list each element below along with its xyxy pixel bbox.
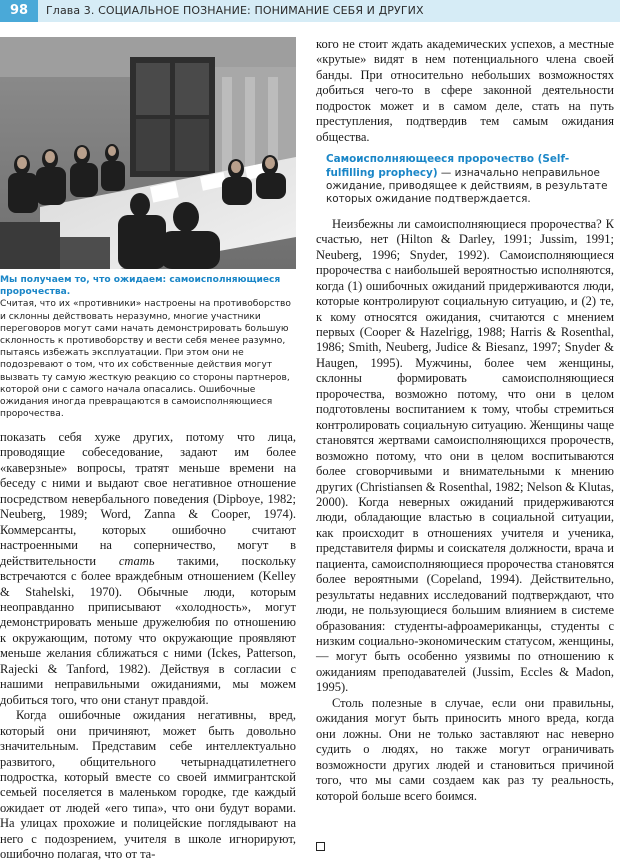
body-text: такими, поскольку встречаются с более враждебным отношением (Kelley & Stahelski, 1970). Обычные люди, которым неоправданно приписывают «холодность», могут демонстрировать меньше дружелюбия по отношению к окружающим, потому что окружающие проявляют меньше желания сближаться с ними (Ickes, Patterson, Rajecki & Tanford, 1982). Действуя в согласии с нашими неправильными ожиданиями, мы можем добиться того, что они станут правдой.: [0, 553, 296, 707]
page-number: 98: [0, 0, 38, 22]
body-text: показать себя хуже других, потому что лица, проводящие собеседование, задают им более «каверзные» вопросы, тратят меньше времени на беседу с ними и выдают свое негативное отношение посредством невербального поведения (Dipboye, 1982; Neuberg, 1989; Word, Zanna & Cooper, 1974). Коммерсанты, которых ошибочно считают настроенными на соперничество, могут в действительности: [0, 430, 296, 568]
definition-term: Самоисполняющееся пророчество (Self-fulfilling prophecy): [326, 153, 570, 179]
figure-caption-title: Мы получаем то, что ожидаем: самоисполняющиеся пророчества.: [0, 275, 281, 298]
body-paragraph: Столь полезные в случае, если они правильны, ожидания могут быть приносить много вреда, когда они ложны. Они не только заставляют нас неверно судить о людях, но также могут ограничивать возможности других людей и становиться причиной того, что мы сами создаем как раз ту реальность, которой больше всего боимся.: [316, 695, 614, 803]
section-end-square-icon: [316, 842, 325, 851]
left-text-column: [0, 430, 296, 863]
figure-caption: [0, 274, 296, 420]
negotiation-photo: [0, 37, 296, 269]
body-paragraph: Когда ошибочные ожидания негативны, вред, который они причиняют, может быть довольно значительным. Представим себе интеллектуально развитого, общительного четырнадцатилетнего подростка, который вместе со своей иммигрантской семьей поселяется в маленьком городке, где каждый ожидает от людей «его типа», что они будут ворами. На улицах прохожие и полицейские поглядывают на него с подозрением, учителя в школе игнорируют, ошибочно полагая, что от та-: [0, 708, 296, 862]
negotiation-photo-drawing: [0, 37, 296, 269]
glossary-definition: [316, 153, 614, 207]
emphasis-text: стать: [118, 553, 155, 568]
body-paragraph: [0, 430, 296, 708]
figure-caption-text: Считая, что их «противники» настроены на противоборство и склонны действовать неразумно, многие участники переговоров могут сами начать демонстрировать большую склонность к противоборству и вести себя менее разумно, пытаясь избежать эксплуатации. При этом они не подозревают о том, что их собственные действия могут вызвать ту самую жесткую реакцию со стороны партнеров, которой они с самого начала опасались. Ошибочные ожидания иногда превращаются в самоисполняющиеся пророчества.: [0, 299, 291, 420]
running-head-title: Глава 3. СОЦИАЛЬНОЕ ПОЗНАНИЕ: ПОНИМАНИЕ СЕБЯ И ДРУГИХ: [46, 4, 424, 17]
definition-text: — изначально неправильное ожидание, приводящее к действиям, в результате которых ожидание подтверждается.: [326, 166, 608, 206]
right-text-column: [316, 37, 614, 804]
running-header: [0, 0, 620, 22]
body-paragraph: Неизбежны ли самоисполняющиеся пророчества? К счастью, нет (Hilton & Darley, 1991; Jussim, 1991; Neuberg, 1996; Snyder, 1992). Самоисполняющиеся пророчества с наибольшей вероятностью исполняются, когда (1) ошибочных ожиданий придерживаются люди, которые контролируют социальную ситуацию, и (2) те, к кому относятся ожидания, считаются с мнением первых (Cooper & Hazelrigg, 1988; Harris & Rosenthal, 1986; Smith, Neuberg, Judice & Biesanz, 1997; Snyder & Haugen, 1995). Мужчины, более чем женщины, склонны формировать самоисполняющиеся пророчества, возможно потому, что они в целом подготовлены воспитанием к тому, чтобы стремиться контролировать социальную ситуацию. Женщины чаще становятся жертвами самоисполняющихся пророчеств, возможно потому, что они в целом воспитываются более сговорчивыми и внимательными к мнению других (Christiansen & Rosenthal, 1982; Nelson & Klutas, 2000). Когда неверных ожиданий придерживаются люди, обладающие властью в социальной ситуации, как происходит в отношениях учителя и ученика, представителя фирмы и соискателя должности, врача и пациента, самоисполняющиеся пророчества становятся более вероятными (Copeland, 1994). Действительно, результаты недавних исследований подтверждают, что люди, не пользующиеся большим влиянием в системе образования: студенты-афроамериканцы, студенты с низким социально-экономическим статусом, женщины, — могут быть особенно уязвимы по отношению к ожиданиям преподавателей (Jussim, Eccles & Madon, 1995).: [316, 216, 614, 695]
body-paragraph: кого не стоит ждать академических успехов, а местные «крутые» видят в нем потенциального члена своей банды. При относительно небольших возможностях добиться чего-то в сфере законной деятельности подросток может и в самом деле, стать на путь преступления, подтвердив тем самым ожидания общества.: [316, 37, 614, 144]
